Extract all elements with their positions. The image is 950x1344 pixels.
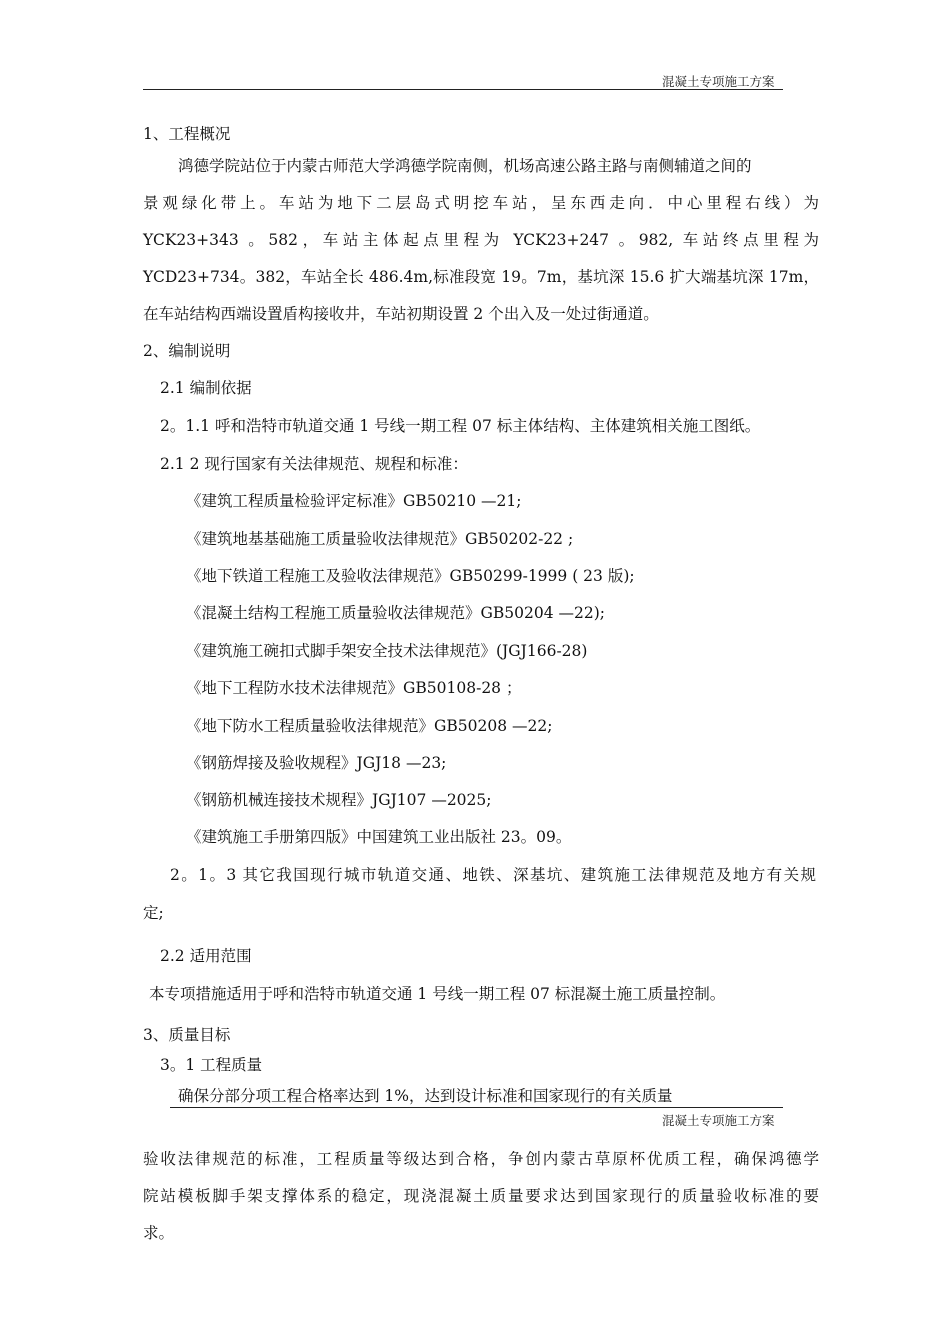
subsection-2-1-3-line-1: 2。1。3 其它我国现行城市轨道交通、地铁、深基坑、建筑施工法律规范及地方有关规 [170, 866, 816, 884]
subsection-2-1-1: 2。1.1 呼和浩特市轨道交通 1 号线一期工程 07 标主体结构、主体建筑相关施工图纸。 [160, 417, 761, 435]
section-2-heading: 2、编制说明 [143, 342, 231, 360]
standard-item: 《建筑施工手册第四版》中国建筑工业出版社 23。09。 [186, 828, 572, 846]
section-1-heading: 1、工程概况 [143, 125, 231, 143]
standard-item: 《钢筋焊接及验收规程》JGJ18 —23; [186, 754, 447, 772]
standard-item: 《建筑地基基础施工质量验收法律规范》GB50202-22 ; [186, 530, 574, 548]
header-divider [143, 89, 783, 90]
standard-item: 《地下工程防水技术法律规范》GB50108-28 ； [186, 679, 522, 697]
standard-item: 《钢筋机械连接技术规程》JGJ107 —2025; [186, 791, 492, 809]
subsection-3-1-text: 确保分部分项工程合格率达到 1%，达到设计标准和国家现行的有关质量 [178, 1087, 673, 1105]
page-header-title: 混凝土专项施工方案 [662, 74, 775, 89]
section-1-line-4: YCD23+734。382，车站全长 486.4m,标准段宽 19。7m，基坑深 15.6 扩大端基坑深 17m， [143, 268, 819, 286]
footer-divider [170, 1107, 783, 1108]
subsection-2-1-heading: 2.1 编制依据 [160, 379, 252, 397]
continuation-line-2: 院站模板脚手架支撑体系的稳定，现浇混凝土质量要求达到国家现行的质量验收标准的要 [143, 1187, 819, 1205]
subsection-3-1-heading: 3。1 工程质量 [160, 1056, 263, 1074]
standard-item: 《地下铁道工程施工及验收法律规范》GB50299-1999 ( 23 版); [186, 567, 635, 585]
section-1-line-2: 景观绿化带上。车站为地下二层岛式明挖车站，呈东西走向．中心里程右线）为 [143, 194, 819, 212]
subsection-2-1-3-line-2: 定; [143, 904, 164, 922]
continuation-line-1: 验收法律规范的标准，工程质量等级达到合格，争创内蒙古草原杯优质工程，确保鸿德学 [143, 1150, 819, 1168]
continuation-line-3: 求。 [143, 1224, 175, 1242]
page-footer-title: 混凝土专项施工方案 [662, 1113, 775, 1128]
section-1-line-5: 在车站结构西端设置盾构接收井，车站初期设置 2 个出入及一处过街通道。 [143, 305, 659, 323]
section-1-line-3: YCK23+343 。582，车站主体起点里程为 YCK23+247 。982, 车站终点里程为 [143, 231, 819, 249]
subsection-2-2-text: 本专项措施适用于呼和浩特市轨道交通 1 号线一期工程 07 标混凝土施工质量控制。 [149, 985, 726, 1003]
subsection-2-2-heading: 2.2 适用范围 [160, 947, 252, 965]
standard-item: 《混凝土结构工程施工质量验收法律规范》GB50204 —22); [186, 604, 606, 622]
standard-item: 《建筑工程质量检验评定标准》GB50210 —21; [186, 492, 522, 510]
section-3-heading: 3、质量目标 [143, 1026, 231, 1044]
subsection-2-1-2: 2.1 2 现行国家有关法律规范、规程和标准： [160, 455, 468, 473]
standard-item: 《建筑施工碗扣式脚手架安全技术法律规范》(JGJ166-28) [186, 642, 588, 660]
standard-item: 《地下防水工程质量验收法律规范》GB50208 —22; [186, 717, 553, 735]
section-1-line-1: 鸿德学院站位于内蒙古师范大学鸿德学院南侧，机场高速公路主路与南侧辅道之间的 [178, 157, 752, 175]
